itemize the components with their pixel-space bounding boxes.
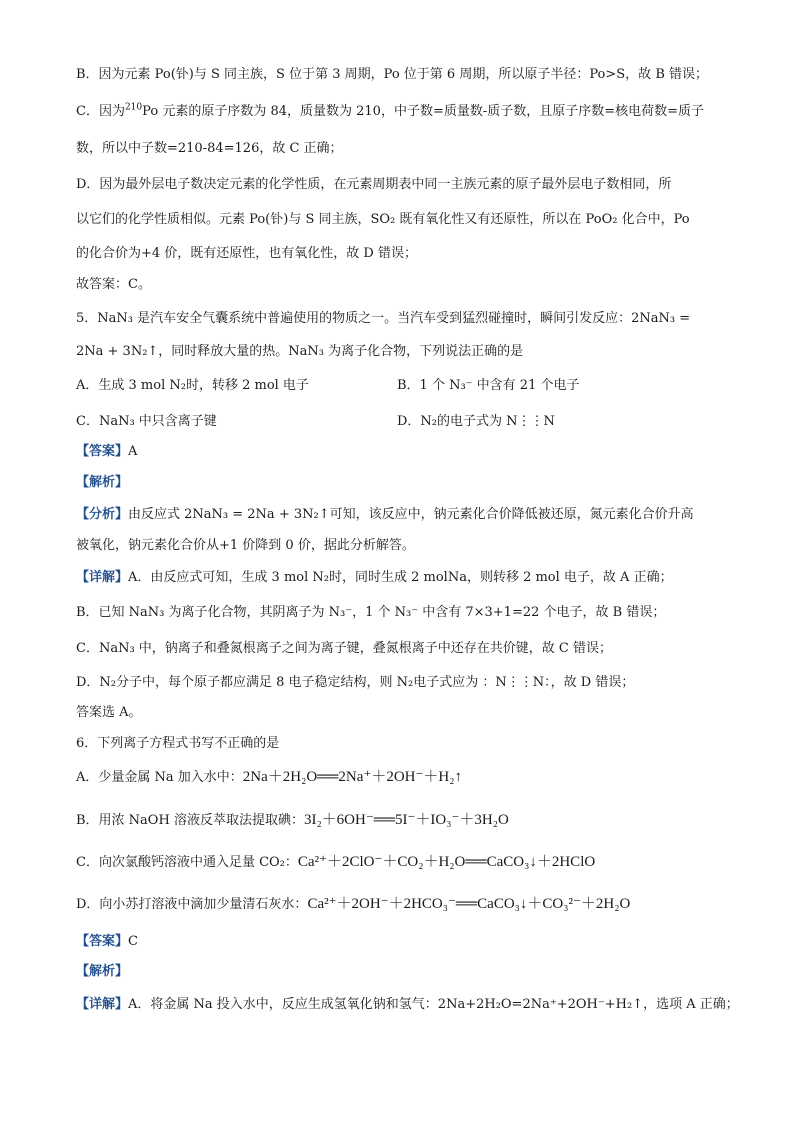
q5-option-b: B．1 个 N₃⁻ 中含有 21 个电子	[397, 378, 580, 393]
q6-option-d-text: D．向小苏打溶液中滴加少量清石灰水：	[76, 897, 308, 912]
q4-option-b-explanation: B．因为元素 Po(钋)与 S 同主族，S 位于第 3 周期，Po 位于第 6 周期，所以原子半径：Po>S，故 B 错误；	[76, 67, 708, 82]
q6-option-c-text: C．向次氯酸钙溶液中通入足量 CO₂：	[76, 855, 298, 870]
q5-options-row2	[76, 413, 716, 431]
q6-option-c-equation: Ca²⁺＋2ClO⁻＋CO₂＋H₂O══CaCO₃↓＋2HClO	[297, 854, 596, 870]
q5-stem-line1: 5．NaN₃ 是汽车安全气囊系统中普遍使用的物质之一。当汽车受到猛烈碰撞时，瞬间引发反应：2NaN₃ =	[76, 311, 691, 326]
q6-option-a	[76, 768, 716, 787]
q5-xiangjie-b: B．已知 NaN₃ 为离子化合物，其阴离子为 N₃⁻，1 个 N₃⁻ 中含有 7×3+1=22 个电子，故 B 错误；	[76, 605, 666, 620]
q5-xiangjie-a-text: A．由反应式可知，生成 3 mol N₂时，同时生成 2 molNa，则转移 2 mol 电子，故 A 正确；	[128, 570, 673, 585]
q6-stem: 6．下列离子方程式书写不正确的是	[76, 736, 280, 751]
q5-stem-line2: 2Na + 3N₂↑，同时释放大量的热。NaN₃ 为离子化合物，下列说法正确的是	[76, 344, 524, 359]
q6-option-b	[76, 811, 716, 830]
q6-answer	[76, 933, 716, 951]
q5-analysis-label: 【解析】	[76, 475, 129, 490]
q6-answer-tag: 【答案】	[76, 934, 129, 949]
q5-option-d: D．N₂的电子式为 N⋮⋮N	[397, 414, 555, 429]
q6-option-b-equation: 3I₂＋6OH⁻══5I⁻＋IO₃⁻＋3H₂O	[303, 812, 509, 828]
q6-xiangjie-a-text: A．将金属 Na 投入水中，反应生成氢氧化钠和氢气：2Na+2H₂O=2Na⁺+2OH⁻+H₂↑，选项 A 正确；	[128, 997, 739, 1012]
q4-option-c-text: Po 元素的原子序数为 84，质量数为 210，中子数=质量数-质子数，且原子序数=核电荷数=质子	[142, 104, 705, 119]
q6-option-d-equation: Ca²⁺＋2OH⁻＋2HCO₃⁻══CaCO₃↓＋CO₃²⁻＋2H₂O	[307, 896, 631, 912]
q5-answer-tag: 【答案】	[76, 444, 129, 459]
q6-option-a-equation: 2Na＋2H₂O══2Na⁺＋2OH⁻＋H₂↑	[242, 769, 462, 785]
q6-option-a-text: A．少量金属 Na 加入水中：	[76, 770, 243, 785]
q5-fenxi-line2: 被氧化，钠元素化合价从+1 价降到 0 价，据此分析解答。	[76, 538, 415, 553]
q5-options-row1	[76, 377, 716, 395]
q4-answer: 故答案：C。	[76, 277, 151, 292]
q4-option-d-line2: 以它们的化学性质相似。元素 Po(钋)与 S 同主族，SO₂ 既有氧化性又有还原性，所以在 PoO₂ 化合中，Po	[76, 212, 690, 227]
q4-option-c-line1	[76, 103, 716, 121]
q4-option-d-line3: 的化合价为+4 价，既有还原性，也有氧化性，故 D 错误；	[76, 246, 417, 261]
q6-answer-value: C	[128, 934, 138, 949]
q6-xiangjie-tag: 【详解】	[76, 997, 129, 1012]
q6-analysis-tag	[76, 963, 716, 981]
q5-analysis-tag	[76, 474, 716, 492]
q5-option-c: C．NaN₃ 中只含离子键	[76, 414, 217, 429]
q5-answer-value: A	[128, 444, 138, 459]
q5-conclusion: 答案选 A。	[76, 705, 142, 720]
q4-option-c-prefix: C．因为	[76, 104, 125, 119]
q6-xiangjie-a	[76, 996, 739, 1014]
q6-option-c	[76, 853, 716, 872]
q4-option-d-line1: D．因为最外层电子数决定元素的化学性质，在元素周期表中同一主族元素的原子最外层电子数相同，所	[76, 177, 672, 192]
q5-answer	[76, 443, 716, 461]
q5-xiangjie-d: D．N₂分子中，每个原子都应满足 8 电子稳定结构，则 N₂电子式应为 ：N⋮⋮N：，故 D 错误；	[76, 675, 635, 690]
q4-option-c-line2: 数，所以中子数=210-84=126，故 C 正确；	[76, 141, 343, 156]
q5-fenxi-line1	[76, 506, 716, 524]
q6-option-b-text: B．用浓 NaOH 溶液反萃取法提取碘：	[76, 813, 304, 828]
po-mass-number: 210	[124, 102, 143, 113]
q5-fenxi-tag: 【分析】	[76, 507, 129, 522]
q5-xiangjie-a	[76, 569, 716, 587]
q5-fenxi-text1: 由反应式 2NaN₃ = 2Na + 3N₂↑可知，该反应中，钠元素化合价降低被还原，氮元素化合价升高	[128, 507, 694, 522]
q6-option-d	[76, 895, 716, 914]
q5-xiangjie-c: C．NaN₃ 中，钠离子和叠氮根离子之间为离子键，叠氮根离子中还存在共价键，故 C 错误；	[76, 641, 613, 656]
q5-xiangjie-tag: 【详解】	[76, 570, 129, 585]
q6-analysis-label: 【解析】	[76, 964, 129, 979]
q5-option-a: A．生成 3 mol N₂时，转移 2 mol 电子	[76, 378, 309, 393]
